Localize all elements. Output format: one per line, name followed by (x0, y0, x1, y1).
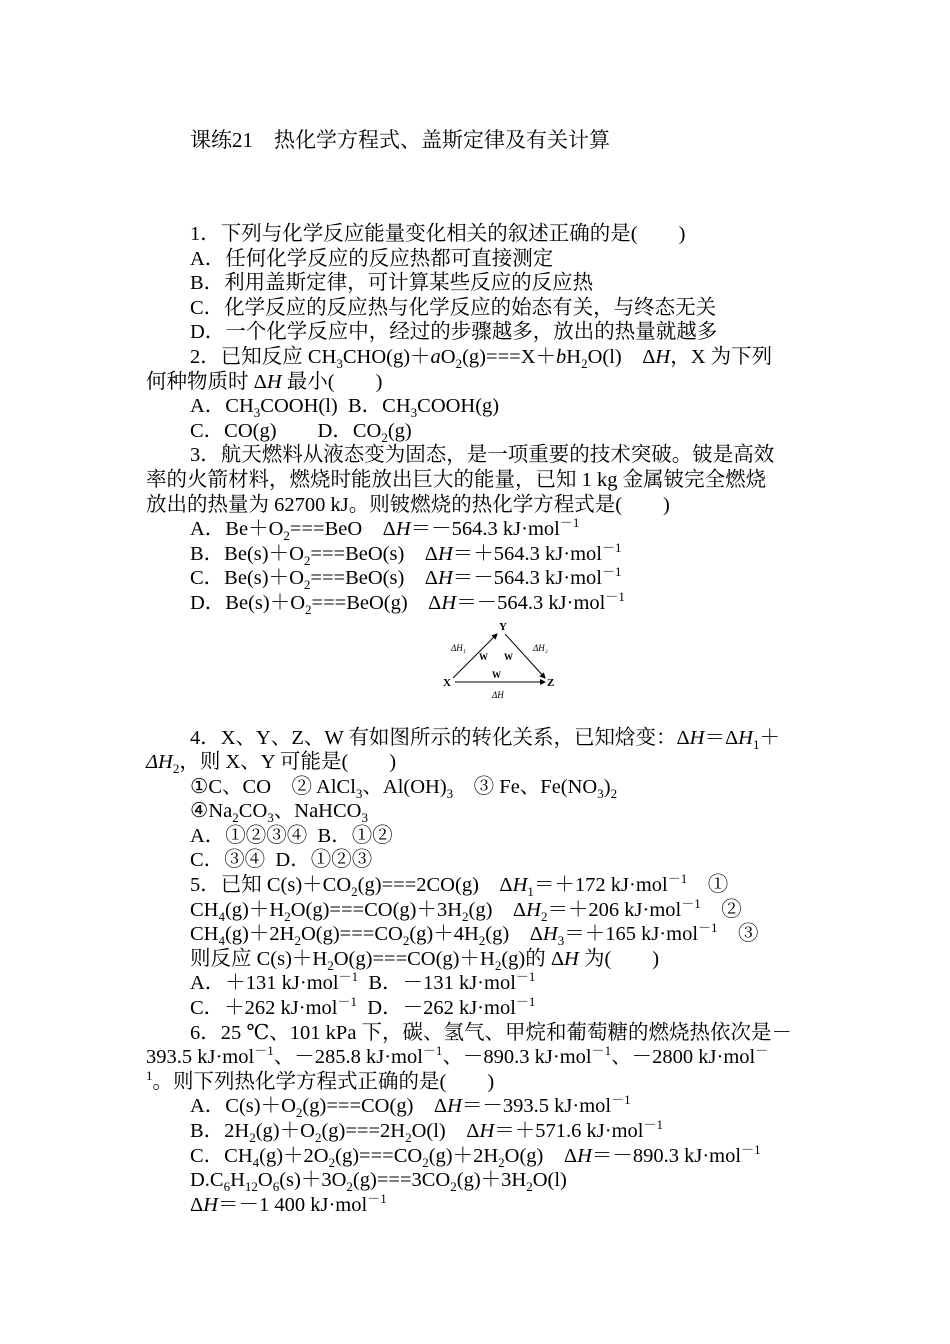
text-run: 则反应 C(s)＋H (190, 947, 328, 970)
text-run: 、Al(OH) (362, 775, 447, 798)
text-run: COOH(g) (417, 395, 500, 418)
text-run: C．化学反应的反应热与化学反应的始态有关，与终态无关 (190, 296, 717, 319)
question-content (146, 222, 806, 1217)
text-run: 6 (272, 1179, 280, 1195)
text-run: ＋ (759, 726, 780, 749)
text-line (146, 370, 806, 395)
text-run: 2 (381, 429, 388, 445)
text-run: C．③④ D．①②③ (190, 849, 373, 872)
text-run: ＝－564.3 kJ·mol (410, 518, 560, 541)
text-run: ① (687, 874, 729, 897)
text-run: ===BeO(s) Δ (310, 542, 438, 565)
text-run: H (441, 591, 457, 614)
text-run: 6．25 ℃、101 kPa 下，碳、氢气、甲烷和葡萄糖的燃烧热依次是－ (190, 1021, 793, 1044)
text-run: 3 (446, 785, 454, 801)
text-run: B．2H (190, 1120, 250, 1142)
text-run: O(g)===CO (300, 923, 403, 946)
text-run: ④Na (190, 800, 233, 823)
text-line (146, 345, 806, 370)
text-run: (g) Δ (485, 923, 543, 946)
text-run: ＝－1 400 kJ·mol (218, 1193, 368, 1216)
text-run: A．＋131 kJ·mol (190, 972, 339, 995)
text-run: 2 (455, 356, 463, 372)
text-run: 2 (405, 1130, 412, 1146)
text-line (146, 726, 806, 751)
text-run: －1 (367, 1190, 387, 1206)
text-run: －1 (338, 969, 359, 985)
text-run: (g)＋3H (456, 1169, 527, 1192)
text-run: 2 (303, 577, 311, 593)
text-run: H (203, 1193, 218, 1216)
label-dh1: ΔH₁ (451, 642, 466, 653)
text-run: 2 (540, 908, 548, 924)
text-run: (g)===CO(g) Δ (302, 1095, 448, 1118)
text-run: 何种物质时 Δ (146, 370, 267, 393)
text-run: ＝＋206 kJ·mol (547, 898, 682, 921)
text-run: O(g) Δ (504, 1144, 578, 1167)
text-run: －1 (515, 969, 536, 985)
text-run: C．Be(s)＋O (190, 567, 304, 590)
text-run: 3 (267, 810, 274, 826)
text-run: (g)＋2H (428, 1144, 499, 1167)
text-line (146, 566, 806, 591)
text-run: A．①②③④ B．①② (190, 824, 393, 847)
text-run: ③ Fe、Fe(NO (453, 775, 598, 798)
text-run: C．CH (190, 1144, 253, 1167)
text-run: O (257, 1169, 273, 1192)
text-run: 6 (223, 1179, 231, 1195)
text-run: (g)===2H (321, 1120, 406, 1142)
node-y: Y (499, 620, 507, 633)
text-line (146, 443, 806, 468)
text-run: 3 (336, 356, 343, 372)
text-run: A．C(s)＋O (190, 1095, 296, 1118)
text-run: 放出的热量为 62700 kJ。则铍燃烧的热化学方程式是( ) (146, 493, 670, 516)
text-line (146, 873, 806, 898)
text-line (146, 1190, 806, 1218)
text-run: ＝＋571.6 kJ·mol (494, 1120, 644, 1142)
text-line (146, 1021, 806, 1046)
text-run: 2 (172, 761, 180, 777)
text-run: H (395, 518, 411, 541)
text-run: ) (603, 775, 611, 798)
text-run: 3 (361, 810, 368, 826)
text-run: H (577, 1144, 592, 1167)
text-run: 2 (581, 356, 588, 372)
text-run: 4．X、Y、Z、W 有如图所示的转化关系，已知焓变：Δ (190, 726, 690, 749)
text-run: 2 (351, 884, 358, 900)
text-run: 2 (422, 1154, 429, 1170)
text-line (146, 750, 806, 775)
text-line (146, 799, 806, 824)
text-run: 2．已知反应 CH (190, 345, 337, 368)
text-run: ＝－890.3 kJ·mol (591, 1144, 742, 1167)
text-run: －1 (741, 1141, 761, 1157)
text-run: 1．下列与化学反应能量变化相关的叙述正确的是( ) (190, 223, 686, 245)
text-run: (g)＋2O (259, 1144, 329, 1167)
text-run: (g)＋H (224, 898, 285, 921)
text-line (146, 394, 806, 419)
text-run: B．利用盖斯定律，可计算某些反应的反应热 (190, 272, 594, 295)
text-run: 2 (232, 810, 239, 826)
text-run: 、－2800 kJ·mol (611, 1046, 756, 1069)
text-run: O(l) Δ (587, 345, 656, 368)
text-run: H (512, 874, 528, 897)
text-run: 2 (283, 528, 290, 544)
text-run: CO (238, 800, 268, 823)
text-run: Δ (190, 1193, 204, 1216)
text-run: 393.5 kJ·mol (146, 1046, 255, 1069)
text-run: H (447, 1095, 462, 1118)
text-run: (g) Δ (468, 898, 527, 921)
text-run: 2 (294, 933, 301, 949)
text-run: 12 (244, 1179, 258, 1195)
text-run: O(g)===CO(g)＋H (333, 947, 495, 970)
text-line (146, 539, 806, 568)
text-line (146, 1119, 806, 1144)
text-line (146, 1067, 806, 1095)
text-run: H (738, 726, 753, 749)
text-run: D．一个化学反应中，经过的步骤越多，放出的热量就越多 (190, 321, 718, 344)
text-run: 2 (450, 1179, 457, 1195)
text-run: 3 (253, 405, 261, 421)
text-line (146, 895, 806, 924)
text-line (146, 271, 806, 296)
text-run: H (566, 345, 582, 368)
text-run: ===BeO(s) Δ (310, 567, 438, 590)
text-run: 2 (249, 1130, 256, 1146)
text-run: H (437, 567, 453, 590)
label-dh2: ΔH₂ (533, 642, 548, 653)
text-run: ＝－564.3 kJ·mol (456, 591, 606, 614)
text-line (146, 222, 806, 247)
text-run: 1 (527, 884, 534, 900)
text-run: －1 (515, 994, 536, 1010)
text-line (146, 922, 806, 947)
text-run: (g)的 Δ (501, 947, 565, 970)
text-line (146, 848, 806, 873)
text-run: 4 (252, 1154, 260, 1170)
text-run: －1 (611, 1092, 631, 1108)
text-run: H (479, 1120, 495, 1142)
text-run: －1 (254, 1043, 274, 1059)
text-run: H (526, 898, 541, 921)
text-run: (g)===3CO (352, 1169, 451, 1192)
text-run: －1 (698, 920, 718, 936)
label-w-right: W (504, 651, 513, 662)
node-x: X (443, 676, 451, 689)
text-run: 2 (314, 1130, 322, 1146)
text-run: 1 (752, 736, 760, 752)
text-run: 2 (478, 933, 486, 949)
text-run: H (689, 726, 705, 749)
text-run: 2 (284, 908, 291, 924)
text-run: －1 (601, 564, 622, 580)
text-run: D．Be(s)＋O (190, 591, 306, 614)
arrow-x-y (453, 634, 497, 678)
text-run: (g)＋2H (224, 923, 295, 946)
text-run: CH (190, 898, 219, 921)
text-run: 2 (303, 552, 311, 568)
text-run: 1 (146, 1067, 153, 1083)
text-run: 2 (462, 908, 469, 924)
text-line (146, 1045, 806, 1070)
text-line (146, 1168, 806, 1193)
text-line (146, 468, 806, 493)
text-run: 3 (355, 785, 363, 801)
text-run: －1 (337, 994, 358, 1010)
text-run: (g)===CO (335, 1144, 423, 1167)
text-run: CH (190, 923, 219, 946)
text-run: ② (700, 898, 742, 921)
text-run: (g)===2CO(g) Δ (357, 874, 513, 897)
text-run: COOH(l) B．CH (260, 395, 411, 418)
node-z: Z (547, 676, 555, 689)
text-run: a (430, 345, 441, 368)
text-line (146, 996, 806, 1021)
text-run: D．－262 kJ·mol (357, 997, 516, 1020)
text-run: ===BeO(g) Δ (311, 591, 442, 614)
text-run: O(g)===CO(g)＋3H (290, 898, 463, 921)
label-w-bottom: W (492, 669, 501, 680)
text-run: H (266, 370, 282, 393)
text-run: ＝－393.5 kJ·mol (461, 1095, 612, 1118)
conversion-diagram (441, 620, 561, 720)
text-run: －1 (681, 895, 701, 911)
text-run: 2 (305, 602, 312, 617)
text-run: (g)＋O (255, 1120, 315, 1142)
text-line (146, 971, 806, 996)
text-run: 2 (346, 1179, 353, 1195)
text-run: H (437, 542, 453, 565)
text-run: －1 (422, 1043, 443, 1059)
text-run: Δ (146, 751, 159, 774)
text-run: (g) (387, 419, 412, 442)
text-run: (g)===X＋ (462, 345, 557, 368)
text-run: O(l) Δ (411, 1120, 480, 1142)
text-run: B．Be(s)＋O (190, 542, 304, 565)
text-run: 率的火箭材料，燃烧时能放出巨大的能量，已知 1 kg 金属铍完全燃烧 (146, 468, 767, 491)
text-line (146, 591, 806, 616)
text-run: A．Be＋O (190, 518, 284, 541)
text-run: H (158, 751, 173, 774)
text-run: － (755, 1043, 769, 1059)
text-run: CHO(g)＋ (342, 345, 431, 368)
text-line (146, 824, 806, 849)
text-run: 2 (402, 933, 410, 949)
text-run: －1 (559, 515, 580, 531)
text-run: 2 (295, 1105, 303, 1121)
text-line (146, 419, 806, 444)
page-title: 课练21 热化学方程式、盖斯定律及有关计算 (190, 128, 610, 152)
text-run: H (655, 345, 671, 368)
text-run: ①C、CO ② AlCl (190, 775, 356, 798)
text-run: 、－285.8 kJ·mol (273, 1046, 423, 1069)
text-run: 3 (597, 785, 604, 801)
text-line (146, 247, 806, 272)
text-run: －1 (643, 1117, 663, 1133)
text-run: 2 (327, 957, 334, 973)
text-run: 为( ) (578, 947, 660, 970)
text-line (146, 517, 806, 542)
text-run: 4 (218, 908, 225, 924)
text-run: 4 (218, 933, 225, 949)
text-run: H (230, 1169, 245, 1192)
text-run: C．＋262 kJ·mol (190, 997, 338, 1020)
text-run: －1 (605, 589, 625, 605)
text-run: 3 (557, 933, 565, 949)
text-line (146, 296, 806, 321)
text-run: ===BeO Δ (289, 518, 396, 541)
text-run: O (440, 345, 456, 368)
text-run: B．－131 kJ·mol (358, 972, 516, 995)
text-run: ③ (717, 923, 759, 946)
label-dh: ΔH (492, 689, 504, 700)
text-run: A．任何化学反应的反应热都可直接测定 (190, 247, 554, 270)
text-run: ＝Δ (704, 726, 739, 749)
text-line (146, 947, 806, 972)
text-run: A．CH (190, 395, 254, 418)
text-run: 。则下列热化学方程式正确的是( ) (152, 1070, 495, 1093)
text-run: (g)＋4H (409, 923, 479, 946)
text-line (146, 775, 806, 800)
text-run: 2 (526, 1179, 533, 1195)
text-run: (s)＋3O (279, 1169, 347, 1192)
text-run: 5．已知 C(s)＋CO (190, 874, 352, 897)
text-run: ＝＋564.3 kJ·mol (452, 542, 602, 565)
text-line (146, 1141, 806, 1170)
text-run: b (556, 345, 567, 368)
text-run: 2 (494, 957, 502, 973)
text-run: －1 (591, 1043, 612, 1059)
text-run: 2 (328, 1154, 336, 1170)
text-run: H (564, 947, 579, 970)
text-run: H (542, 923, 558, 946)
text-run: D.C (190, 1169, 224, 1192)
label-w-left: W (479, 651, 488, 662)
text-run: 2 (498, 1154, 505, 1170)
text-run: －1 (601, 539, 622, 555)
text-run: ＝－564.3 kJ·mol (452, 567, 602, 590)
text-run: ＝＋165 kJ·mol (564, 923, 699, 946)
text-run: 、－890.3 kJ·mol (442, 1046, 592, 1069)
text-line (146, 1094, 806, 1119)
text-run: 3 (410, 405, 418, 421)
text-line (146, 320, 806, 345)
text-run: O(l) (532, 1169, 567, 1192)
text-run: 3．航天燃料从液态变为固态，是一项重要的技术突破。铍是高效 (190, 444, 775, 467)
text-run: 、NaHCO (273, 800, 362, 823)
text-run: C．CO(g) D．CO (190, 419, 382, 442)
text-run: ，X 为下列 (670, 345, 773, 368)
text-run: 2 (610, 785, 618, 801)
text-line (146, 493, 806, 518)
text-run: 最小( ) (281, 370, 383, 393)
text-run: ＝＋172 kJ·mol (533, 874, 668, 897)
text-run: ，则 X、Y 可能是( ) (179, 751, 397, 774)
text-run: －1 (667, 871, 688, 887)
